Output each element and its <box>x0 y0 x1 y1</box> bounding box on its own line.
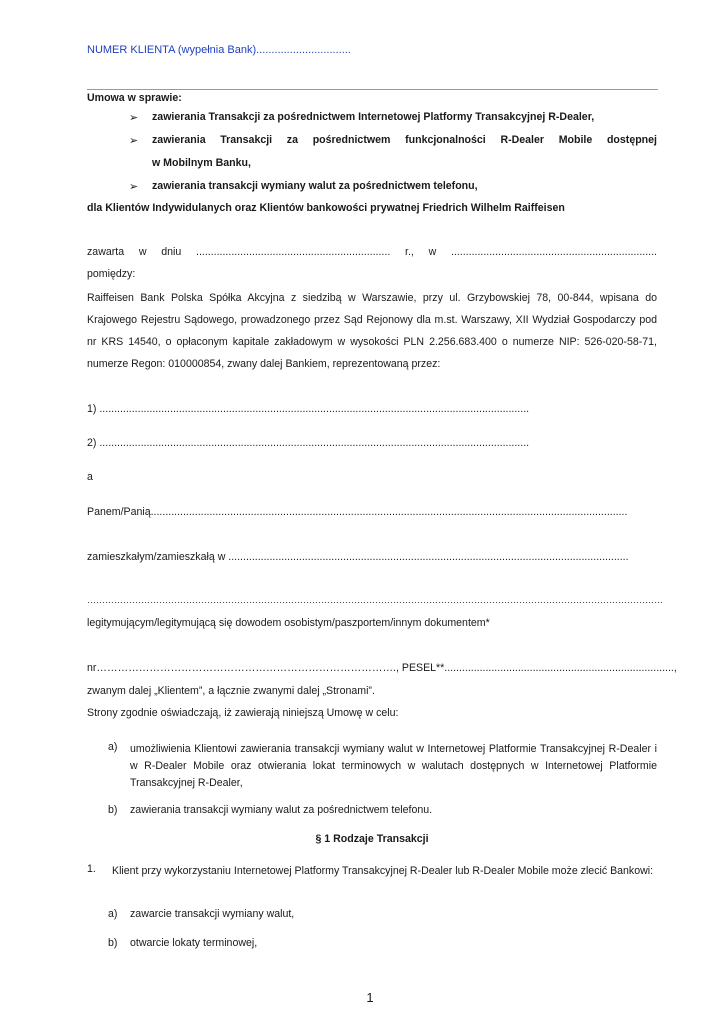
bank-description: Raiffeisen Bank Polska Spółka Akcyjna z siedzibą w Warszawie, przy ul. Grzybowskiej 78, 00-844, wpisana do Krajowego Rejestru Sądowego, prowadzonego przez Sąd Rejonowy dla m.st. Warszawy, XII Wydział Gospodarczy pod nr KRS 14540, o opłaconym kapitale zakładowym w wysokości PLN 2.256.683.400 o numerze NIP: 526-020-58-71, numerze Regon: 010000854, zwany dalej Bankiem, reprezentowaną przez: <box>87 292 657 370</box>
arrow-bullet-icon: ➢ <box>129 112 139 124</box>
client-name-line: Panem/Panią.................................................................................................................................................................. <box>87 506 628 518</box>
agreement-subject-3: zawierania transakcji wymiany walut za pośrednictwem telefonu, <box>152 180 478 192</box>
purpose-a-label: a) <box>108 741 118 753</box>
arrow-bullet-icon: ➢ <box>129 135 139 147</box>
date-place-line: zawarta w dniu .................................................................. r., w ...................................................................... <box>87 246 657 258</box>
section-1-sub-a-label: a) <box>108 908 118 920</box>
section-1-heading: § 1 Rodzaje Transakcji <box>315 833 429 845</box>
between-label: pomiędzy: <box>87 268 136 280</box>
section-1-sub-a-text: zawarcie transakcji wymiany walut, <box>130 908 295 920</box>
section-1-item-1-text: Klient przy wykorzystaniu Internetowej Platformy Transakcyjnej R-Dealer lub R-Dealer Mobile może zlecić Bankowi: <box>112 865 654 877</box>
representative-1: 1) .................................................................................................................................................. <box>87 403 530 415</box>
client-definition: zwanym dalej „Klientem”, a łącznie zwanymi dalej „Stronami”. <box>87 685 375 697</box>
agreement-subject-2-cont: w Mobilnym Banku, <box>152 157 251 169</box>
page-number: 1 <box>366 990 374 1005</box>
header-divider <box>87 89 658 90</box>
agreement-audience: dla Klientów Indywidulanych oraz Klientów bankowości prywatnej Friedrich Wilhelm Raiffeisen <box>87 202 565 214</box>
arrow-bullet-icon: ➢ <box>129 181 139 193</box>
section-1-sub-b-text: otwarcie lokaty terminowej, <box>130 937 258 949</box>
agreement-title: Umowa w sprawie: <box>87 92 182 104</box>
representative-2: 2) .................................................................................................................................................. <box>87 437 530 449</box>
identity-document-line: legitymującym/legitymującą się dowodem osobistym/paszportem/innym dokumentem* <box>87 617 490 629</box>
document-number-pesel-line: nr…………………………………………………………………………., PESEL**.............................................................................., <box>87 662 677 674</box>
section-1-item-1-label: 1. <box>87 863 96 875</box>
purpose-a-text: umożliwienia Klientowi zawierania transakcji wymiany walut w Internetowej Platformie Transakcyjnej R-Dealer i w R-Dealer Mobile oraz otwierania lokat terminowych w walutach dostępnych w Internetowej Platformie Transakcyjnej R-Dealer, <box>130 743 657 789</box>
client-number-field: NUMER KLIENTA (wypełnia Bank)............................... <box>87 44 351 56</box>
and-label: a <box>87 471 93 483</box>
purpose-b-label: b) <box>108 804 118 816</box>
agreement-subject-2: zawierania Transakcji za pośrednictwem funkcjonalności R-Dealer Mobile dostępnej <box>152 134 657 146</box>
purpose-intro: Strony zgodnie oświadczają, iż zawierają niniejszą Umowę w celu: <box>87 707 399 719</box>
agreement-subject-1: zawierania Transakcji za pośrednictwem Internetowej Platformy Transakcyjnej R-Dealer, <box>152 111 595 123</box>
section-1-sub-b-label: b) <box>108 937 118 949</box>
purpose-b-text: zawierania transakcji wymiany walut za pośrednictwem telefonu. <box>130 804 433 816</box>
address-continuation-line: ………………………………………………………………………………………………………………………………………………………………………… <box>87 595 663 605</box>
client-address-line: zamieszkałym/zamieszkałą w ........................................................................................................................................ <box>87 551 629 563</box>
